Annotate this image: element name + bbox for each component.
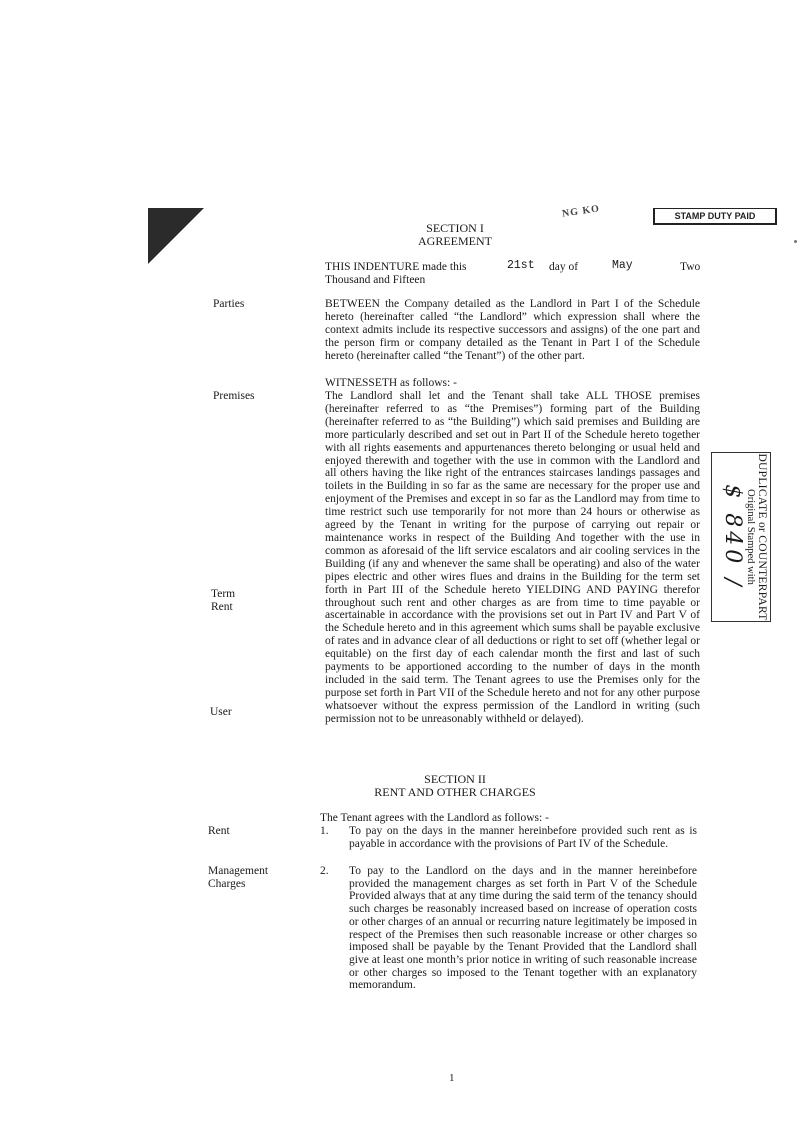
item-2-text: To pay to the Landlord on the days and in the manner hereinbefore provided the management charges as set forth in Part V of the Schedule Provided always that at any time during the said term of the tenancy should such charges be reasonably increased based on increase of operation costs or other charges of an annual or recurring nature legitimately be imposed in respect of the Premises then such reasonable increase or other charges so imposed shall be payable by the Tenant Provided that the Landlord shall give at least one month’s prior notice in writing of such reasonable increase or other charges so imposed to the Tenant together with an explanatory memorandum. [349, 865, 697, 992]
item-2-number: 2. [320, 865, 329, 877]
indenture-year-part2: Thousand and Fifteen [325, 274, 426, 286]
indenture-year-part1: Two [680, 261, 701, 273]
partial-stamp: NG KO [561, 203, 601, 220]
section-2-title: RENT AND OTHER CHARGES [374, 785, 536, 799]
stamp-original-label: Original Stamped with [745, 489, 756, 585]
corner-triangle-mark [148, 208, 204, 264]
stamp-amount: $ 840 / [720, 484, 745, 590]
page-number: 1 [449, 1072, 455, 1084]
indenture-month: May [612, 259, 633, 272]
margin-label-management: Management [208, 865, 269, 877]
item-1-number: 1. [320, 825, 329, 837]
margin-label-parties: Parties [213, 298, 245, 310]
section-2-heading [340, 773, 570, 799]
margin-label-charges: Charges [208, 878, 246, 890]
indenture-prefix: THIS INDENTURE made this [325, 261, 467, 273]
section-2-intro: The Tenant agrees with the Landlord as follows: - [320, 812, 549, 824]
duplicate-counterpart-stamp [711, 452, 771, 622]
indenture-line [325, 261, 467, 274]
indenture-day: 21st [507, 259, 535, 272]
margin-label-user: User [210, 706, 232, 718]
stamp-duty-paid-stamp: STAMP DUTY PAID [653, 208, 777, 225]
margin-label-rent-2: Rent [208, 825, 230, 837]
margin-label-rent: Rent [211, 601, 233, 613]
margin-label-premises: Premises [213, 390, 255, 402]
scan-speck [794, 240, 797, 243]
section-1-title: AGREEMENT [418, 234, 492, 248]
indenture-day-of: day of [549, 261, 579, 273]
margin-label-term: Term [211, 588, 236, 600]
parties-paragraph: BETWEEN the Company detailed as the Landlord in Part I of the Schedule hereto (hereinafter called “the Landlord” which expression shall where the context admits include its respective successors and assigns) of the one part and the person firm or company detailed as the Tenant in Part I of the Schedule hereto (hereinafter called “the Tenant”) of the other part. [325, 298, 700, 362]
section-1-number: SECTION I [426, 221, 484, 235]
premises-paragraph: The Landlord shall let and the Tenant shall take ALL THOSE premises (hereinafter referred to as “the Premises”) forming part of the Building (hereinafter referred to as “the Building”) which said premises and Building are more particularly described and set out in Part II of the Schedule hereto together with all rights easements and appurtenances thereto belonging or usual held and enjoyed therewith and together with the use in common with the Landlord and all others having the like right of the entrances staircases landings passages and toilets in the Building in so far as the same are necessary for the proper use and enjoyment of the Premises and except in so far as the Landlord may from time to time restrict such use temporarily for not more than 24 hours or otherwise as agreed by the Tenant in writing for the purpose of carrying out repair or maintenance works in respect of the Building And together with the use in common as aforesaid of the lift service escalators and air cooling services in the Building (if any and whenever the same shall be operating) and also of the water pipes electric and other wires flues and drains in the Building for the term set forth in Part III of the Schedule hereto YIELDING AND PAYING therefor throughout such rent and other charges as are from time to time payable or ascertainable in accordance with the provisions set out in Part IV and Part V of the Schedule hereto and in this agreement which sums shall be payable exclusive of rates and in advance clear of all deductions or right to set off (whether legal or equitable) on the first day of each calendar month the first and last of such payments to be apportioned according to the number of days in the month included in the said term. The Tenant agrees to use the Premises only for the purpose set forth in Part VII of the Schedule hereto and not for any other purpose whatsoever without the express permission of the Landlord in writing (such permission not to be unreasonably withheld or delayed). [325, 390, 700, 725]
witnesseth-line: WITNESSETH as follows: - [325, 377, 457, 389]
section-2-number: SECTION II [424, 772, 486, 786]
section-1-heading [400, 222, 510, 248]
stamp-duplicate-label: DUPLICATE or COUNTERPART [756, 453, 768, 621]
item-1-text: To pay on the days in the manner hereinbefore provided such rent as is payable in accordance with the provisions of Part IV of the Schedule. [349, 825, 697, 850]
